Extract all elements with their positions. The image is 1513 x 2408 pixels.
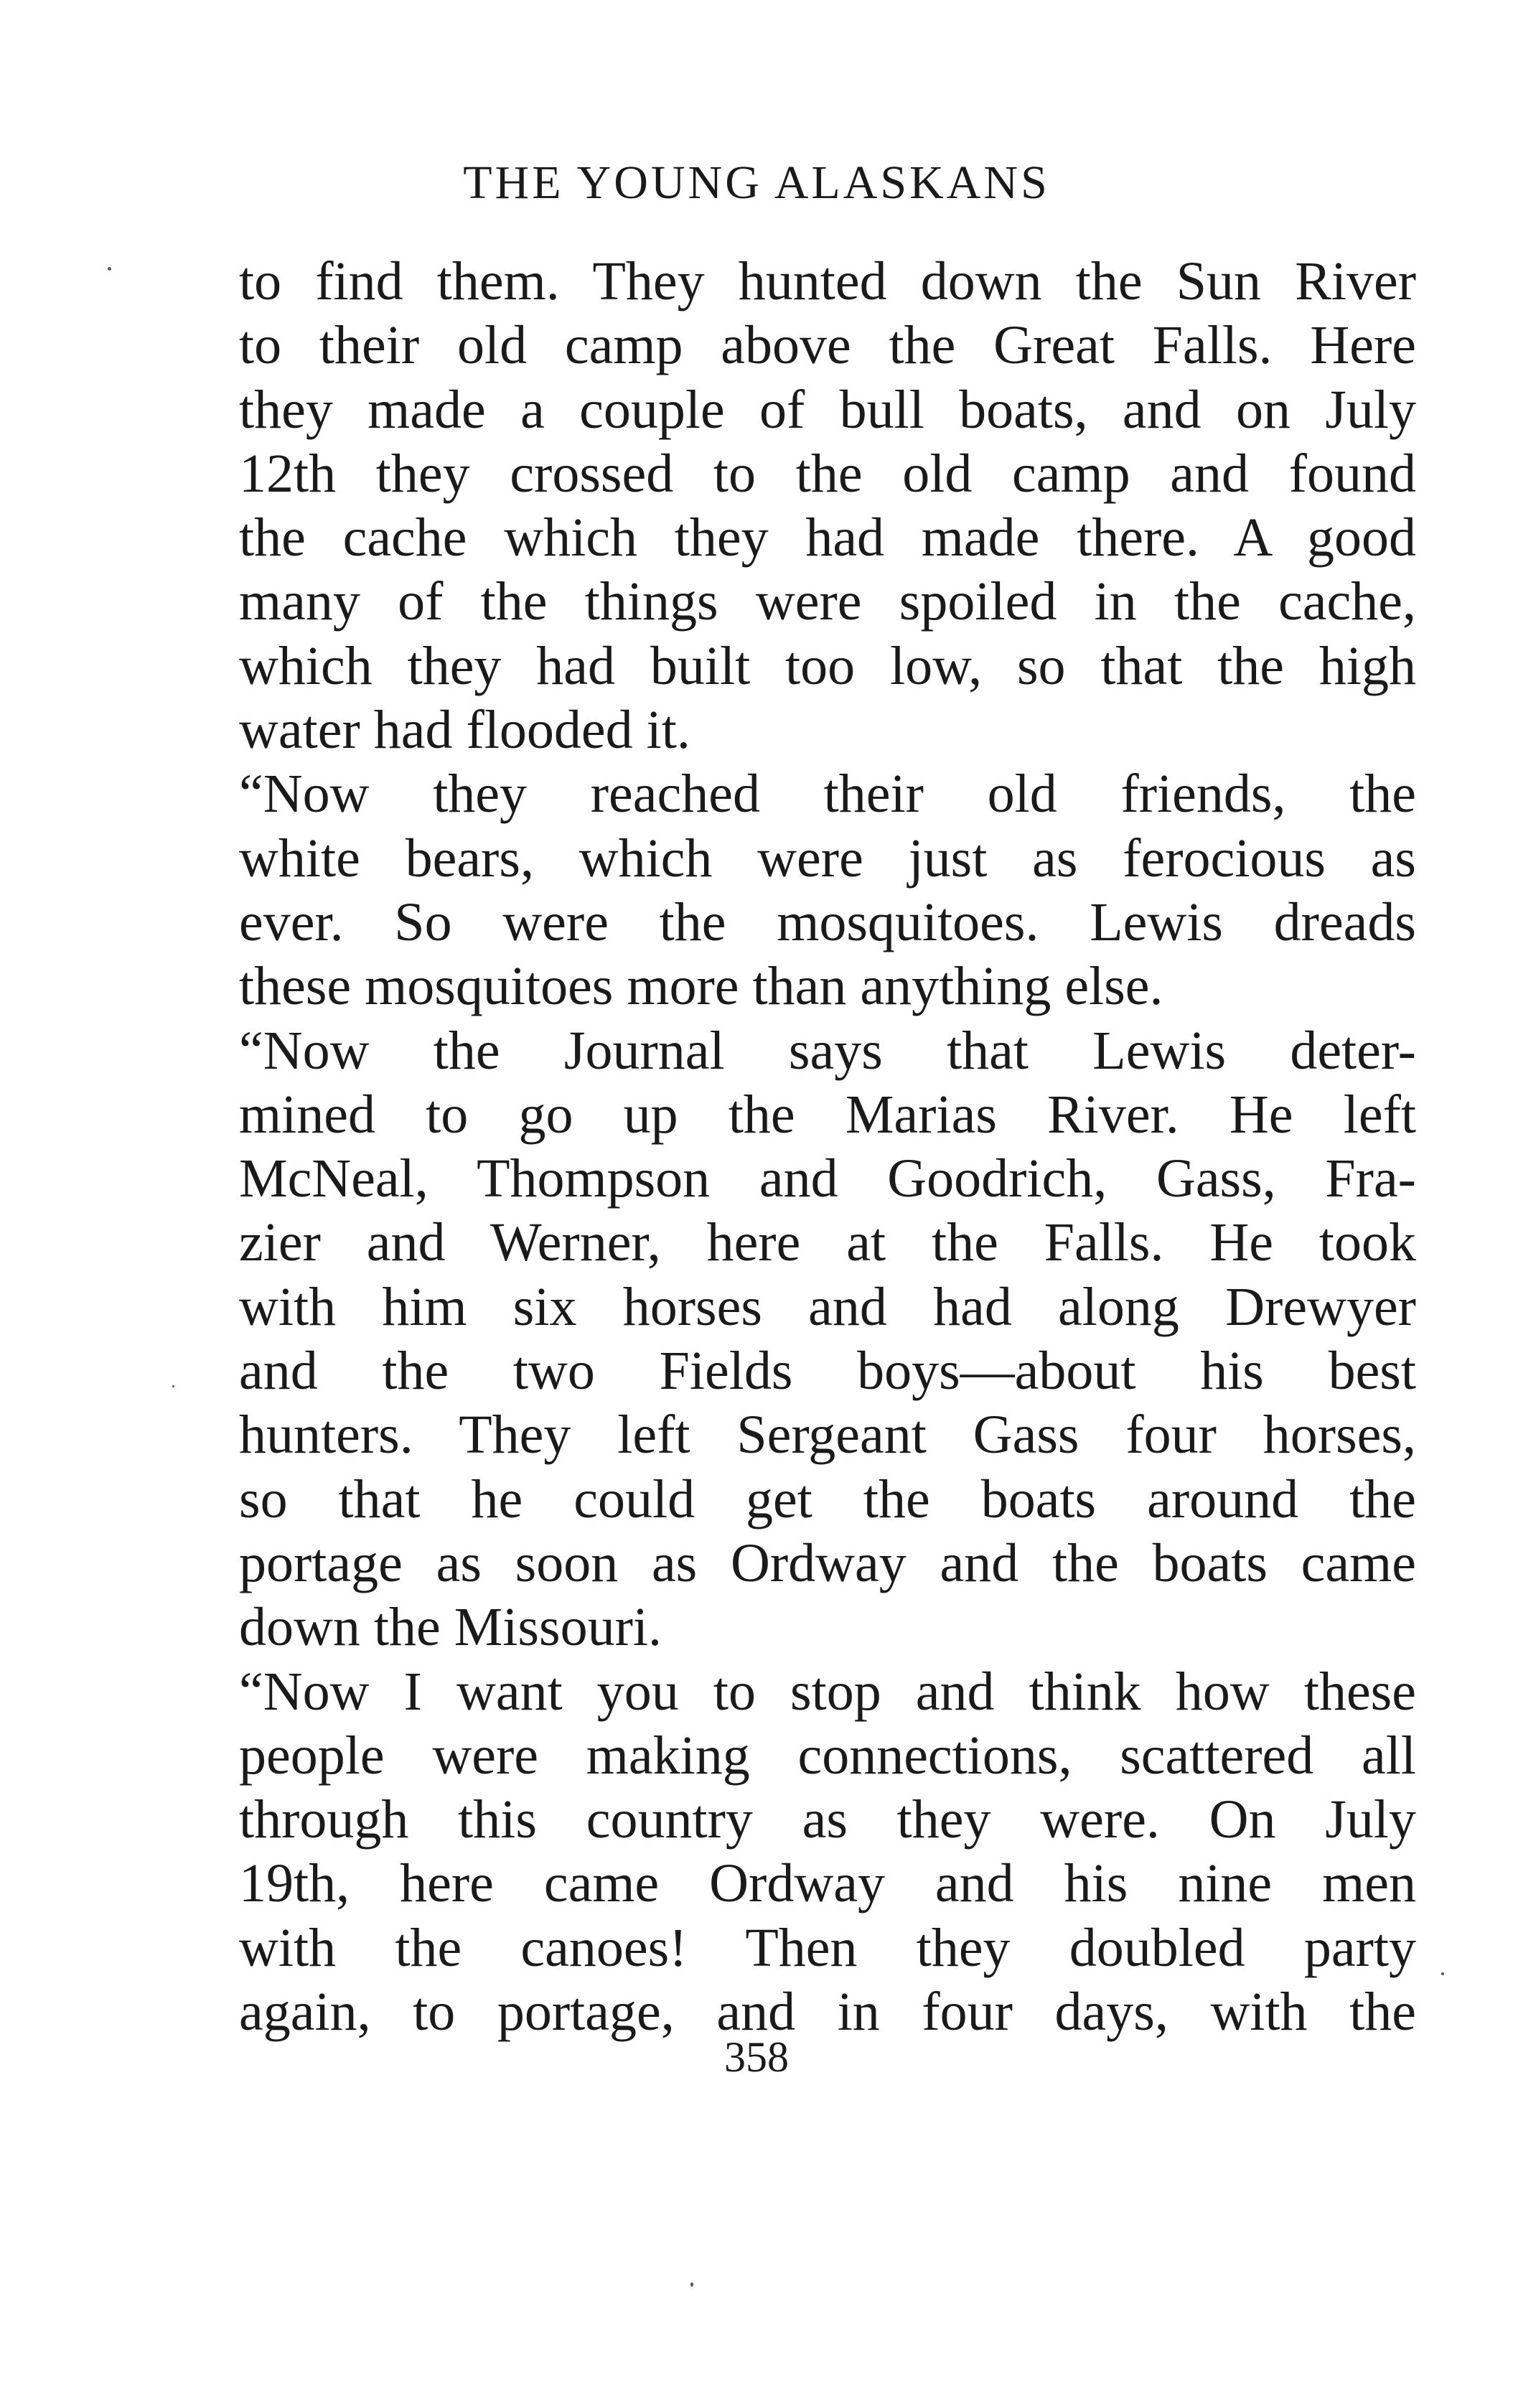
text-line: portage as soon as Ordway and the boats came: [239, 1532, 1416, 1593]
text-line: McNeal, Thompson and Goodrich, Gass, Fra-: [239, 1148, 1416, 1209]
scan-speck: [1441, 1972, 1444, 1975]
text-line: with him six horses and had along Drewyer: [239, 1276, 1416, 1337]
text-line: through this country as they were. On July: [239, 1789, 1416, 1850]
text-line: hunters. They left Sergeant Gass four horses,: [239, 1405, 1416, 1466]
text-line: many of the things were spoiled in the cache,: [239, 571, 1416, 632]
text-line: these mosquitoes more than anything else.: [239, 956, 1163, 1017]
scan-speck: [108, 267, 111, 271]
text-line: so that he could get the boats around the: [239, 1468, 1416, 1529]
scan-speck: [172, 1385, 174, 1387]
page-number: 358: [724, 2033, 789, 2081]
text-line: to their old camp above the Great Falls. Here: [239, 315, 1416, 376]
text-line: people were making connections, scattered all: [239, 1725, 1416, 1786]
running-head: THE YOUNG ALASKANS: [463, 156, 1050, 209]
text-line: white bears, which were just as ferocious as: [239, 828, 1416, 889]
text-line: “Now the Journal says that Lewis deter-: [239, 1020, 1416, 1081]
text-line: 19th, here came Ordway and his nine men: [239, 1853, 1416, 1914]
body-text: [239, 250, 1416, 2044]
text-line: mined to go up the Marias River. He left: [239, 1084, 1416, 1145]
text-line: the cache which they had made there. A good: [239, 507, 1416, 568]
text-line: water had flooded it.: [239, 700, 690, 761]
text-line: 12th they crossed to the old camp and found: [239, 443, 1416, 504]
text-line: zier and Werner, here at the Falls. He took: [239, 1212, 1416, 1273]
text-line: “Now I want you to stop and think how these: [239, 1661, 1416, 1722]
text-line: with the canoes! Then they doubled party: [239, 1917, 1416, 1978]
text-line: to find them. They hunted down the Sun River: [239, 251, 1416, 311]
text-line: “Now they reached their old friends, the: [239, 764, 1416, 825]
text-line: which they had built too low, so that the high: [239, 635, 1416, 696]
text-line: they made a couple of bull boats, and on July: [239, 379, 1416, 440]
text-line: down the Missouri.: [239, 1597, 662, 1658]
scan-speck: [690, 2282, 693, 2287]
text-line: and the two Fields boys—about his best: [239, 1341, 1416, 1402]
text-line: again, to portage, and in four days, with the: [239, 1982, 1416, 2043]
text-line: ever. So were the mosquitoes. Lewis dreads: [239, 891, 1416, 952]
